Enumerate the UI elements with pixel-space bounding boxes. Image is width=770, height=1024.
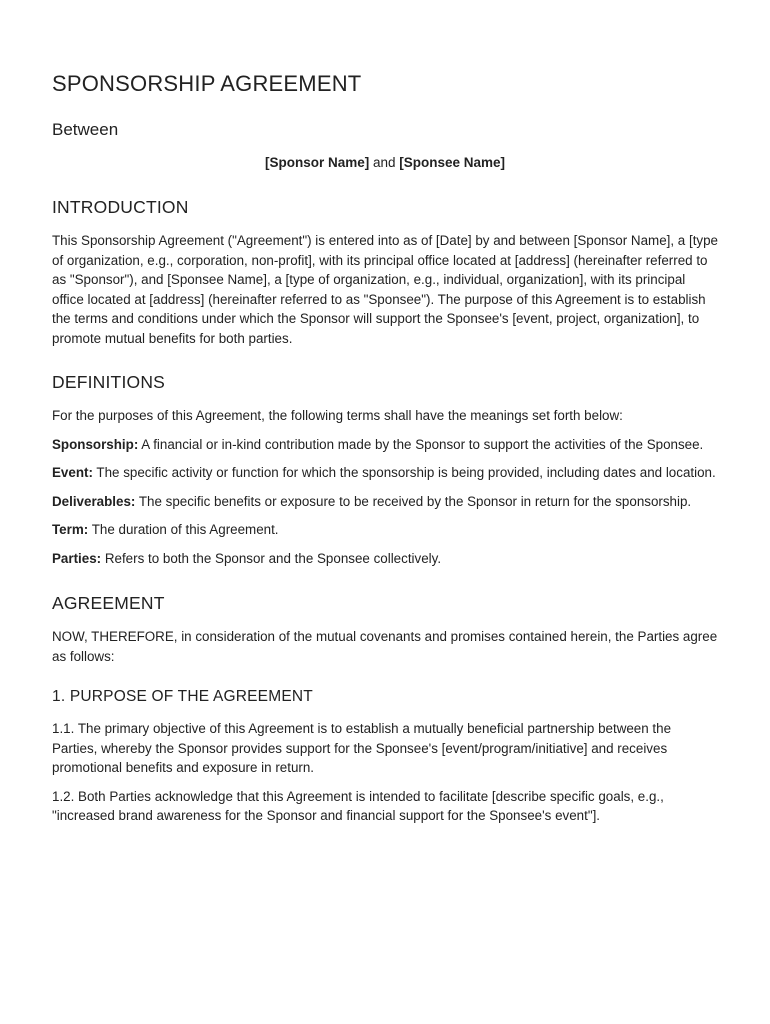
definitions-heading: DEFINITIONS <box>52 372 166 392</box>
definition-term: Deliverables: <box>52 493 136 509</box>
introduction-paragraph: This Sponsorship Agreement ("Agreement") is entered into as of [Date] by and between [Sponsor Name], a [type of organization, e.g., corporation, non-profit], with its principal office located at [address] (hereinafter referred to as "Sponsor"), and [Sponsee Name], a [type of organization, e.g., individual, organization], with its principal office located at [address] (hereinafter referred to as "Sponsee"). The purpose of this Agreement is to establish the terms and conditions under which the Sponsor will support the Sponsee's [event, project, organization], to promote mutual benefits for both parties. <box>52 233 719 346</box>
introduction-heading: INTRODUCTION <box>52 197 189 217</box>
definition-item-sponsorship <box>52 435 718 455</box>
purpose-heading: 1. PURPOSE OF THE AGREEMENT <box>52 688 313 705</box>
parties-line <box>52 153 718 173</box>
sponsor-name-placeholder: [Sponsor Name] <box>264 155 370 170</box>
agreement-paragraph: NOW, THEREFORE, in consideration of the mutual covenants and promises contained herein, the Parties agree as follows: <box>52 629 718 664</box>
definition-term: Term: <box>52 522 89 537</box>
definition-item-term <box>52 520 718 540</box>
definition-text: The duration of this Agreement. <box>88 522 279 537</box>
definitions-intro: For the purposes of this Agreement, the following terms shall have the meanings set forth below: <box>52 408 623 423</box>
definition-text: The specific benefits or exposure to be received by the Sponsor in return for the sponsorship. <box>135 493 692 509</box>
sponsee-name-placeholder: [Sponsee Name] <box>399 155 506 170</box>
agreement-heading: AGREEMENT <box>52 593 165 613</box>
definition-item-deliverables <box>52 492 718 512</box>
purpose-clause-1-1: 1.1. The primary objective of this Agreement is to establish a mutually beneficial partnership between the Parties, whereby the Sponsor provides support for the Sponsee's [event/program/initiative] and receives promotional benefits and exposure in return. <box>52 721 672 775</box>
definition-item-event <box>52 463 718 483</box>
definition-text: Refers to both the Sponsor and the Sponsee collectively. <box>101 550 442 566</box>
definition-term: Parties: <box>52 550 102 566</box>
definition-text: A financial or in-kind contribution made by the Sponsor to support the activities of the Sponsee. <box>138 436 704 452</box>
document-title: SPONSORSHIP AGREEMENT <box>52 71 362 96</box>
between-label: Between <box>52 120 119 139</box>
definition-text: The specific activity or function for which the sponsorship is being provided, including dates and location. <box>92 465 716 480</box>
definition-term: Sponsorship: <box>52 436 139 452</box>
definition-item-parties <box>52 549 718 569</box>
definition-term: Event: <box>52 465 93 480</box>
purpose-clause-1-2: 1.2. Both Parties acknowledge that this Agreement is intended to facilitate [describe specific goals, e.g., "increased brand awareness for the Sponsor and financial support for the Sponsee's event"]. <box>52 788 664 823</box>
parties-connector: and <box>369 155 400 170</box>
